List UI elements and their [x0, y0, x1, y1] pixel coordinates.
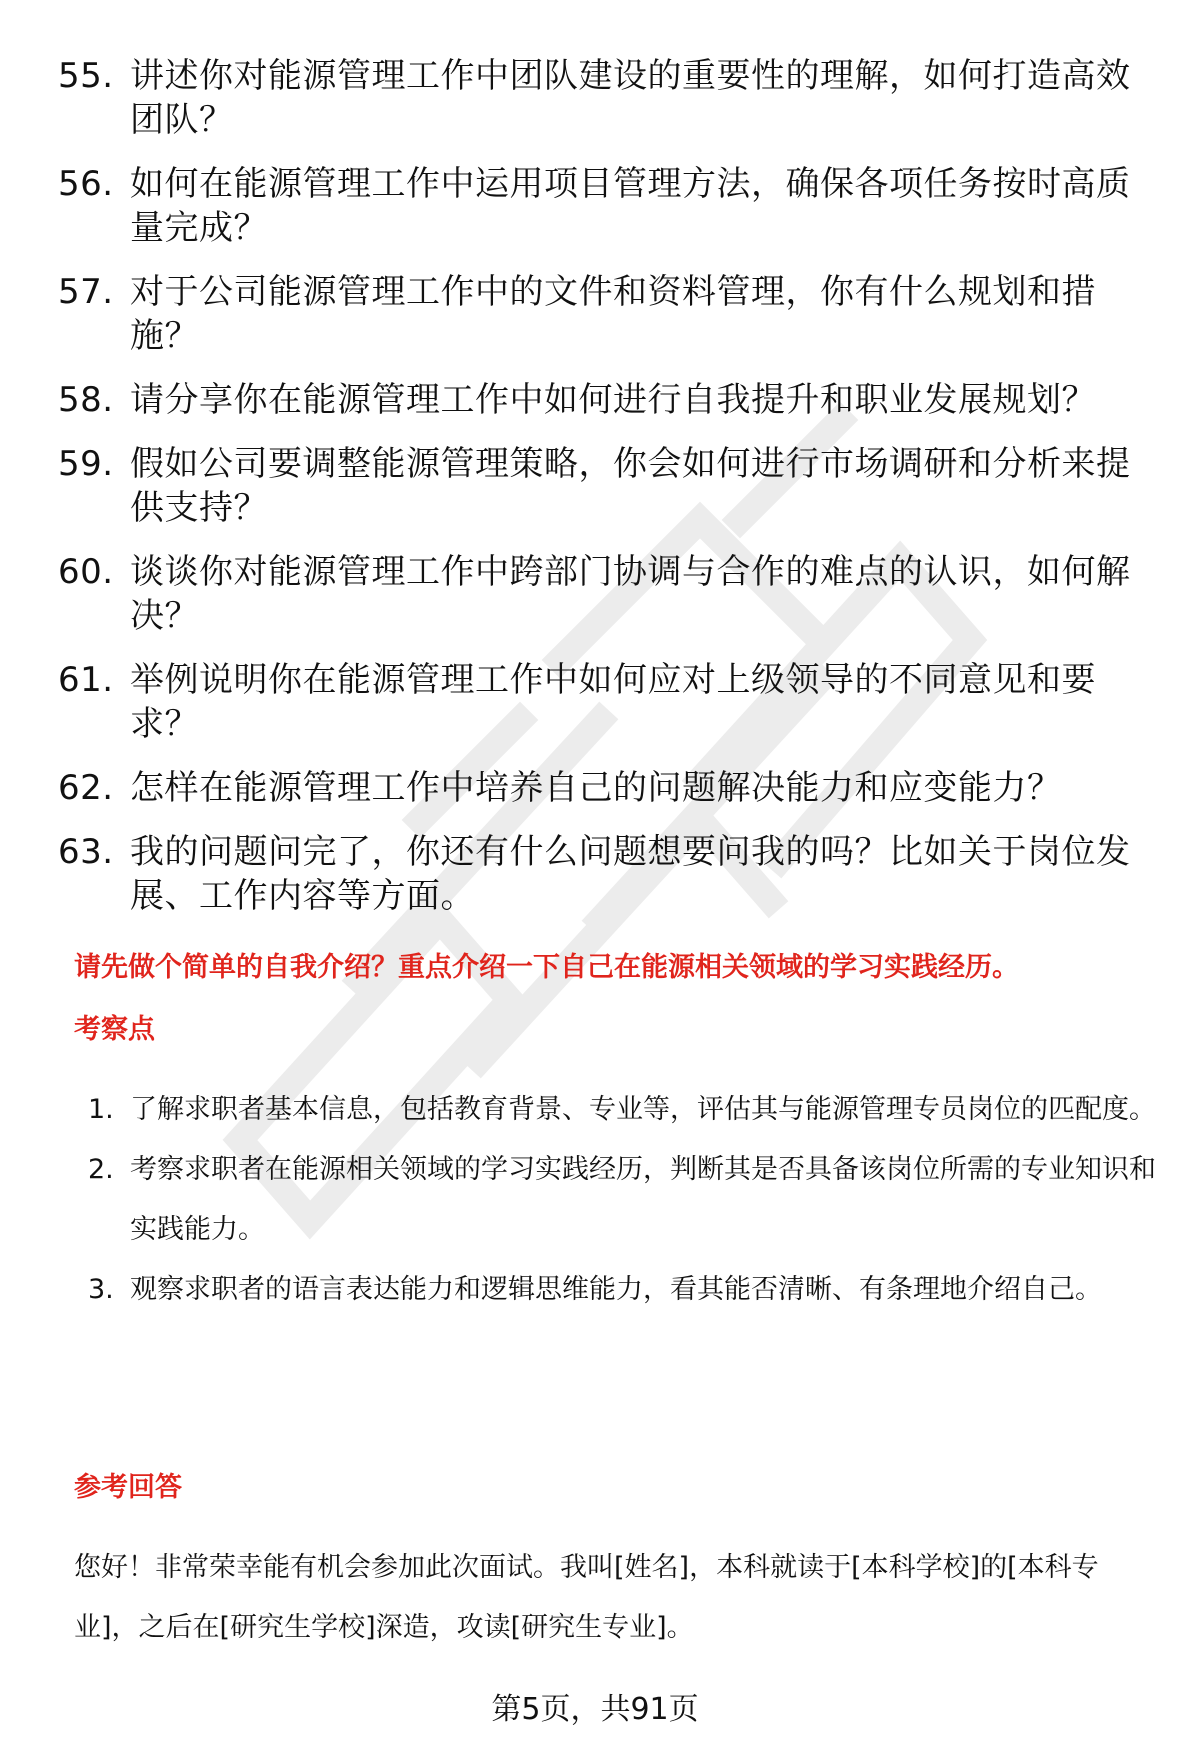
question-item	[58, 270, 1148, 358]
question-text: 如何在能源管理工作中运用项目管理方法，确保各项任务按时高质量完成？	[130, 164, 1131, 248]
question-list	[58, 54, 1148, 938]
examination-points	[88, 1080, 1158, 1320]
featured-question: 请先做个简单的自我介绍？重点介绍一下自己在能源相关领域的学习实践经历。	[74, 952, 1019, 983]
question-number: 57.	[58, 272, 114, 312]
question-text: 假如公司要调整能源管理策略，你会如何进行市场调研和分析来提供支持？	[130, 444, 1131, 528]
question-item	[58, 830, 1148, 918]
question-item	[58, 54, 1148, 142]
question-text: 举例说明你在能源管理工作中如何应对上级领导的不同意见和要求？	[130, 660, 1096, 744]
question-text: 请分享你在能源管理工作中如何进行自我提升和职业发展规划？	[130, 380, 1096, 420]
question-number: 58.	[58, 380, 114, 420]
question-number: 62.	[58, 768, 114, 808]
question-number: 56.	[58, 164, 114, 204]
question-number: 61.	[58, 660, 114, 700]
question-item	[58, 658, 1148, 746]
question-text: 谈谈你对能源管理工作中跨部门协调与合作的难点的认识，如何解决？	[130, 552, 1131, 636]
reference-heading: 参考回答	[74, 1472, 182, 1503]
question-number: 63.	[58, 832, 114, 872]
examination-heading: 考察点	[74, 1014, 155, 1045]
point-number: 2.	[88, 1154, 114, 1185]
question-item	[58, 378, 1148, 422]
question-number: 59.	[58, 444, 114, 484]
question-number: 60.	[58, 552, 114, 592]
page-footer: 第5页，共91页	[491, 1692, 699, 1727]
point-number: 3.	[88, 1274, 114, 1305]
examination-point	[88, 1260, 1158, 1320]
question-text: 讲述你对能源管理工作中团队建设的重要性的理解，如何打造高效团队？	[130, 56, 1131, 140]
examination-point	[88, 1140, 1158, 1260]
point-text: 了解求职者基本信息，包括教育背景、专业等，评估其与能源管理专员岗位的匹配度。	[130, 1094, 1156, 1125]
question-text: 我的问题问完了，你还有什么问题想要问我的吗？比如关于岗位发展、工作内容等方面。	[130, 832, 1131, 916]
question-text: 怎样在能源管理工作中培养自己的问题解决能力和应变能力？	[130, 768, 1062, 808]
question-item	[58, 550, 1148, 638]
question-item	[58, 162, 1148, 250]
point-text: 考察求职者在能源相关领域的学习实践经历，判断其是否具备该岗位所需的专业知识和实践能力。	[130, 1154, 1156, 1245]
point-number: 1.	[88, 1094, 114, 1125]
question-text: 对于公司能源管理工作中的文件和资料管理，你有什么规划和措施？	[130, 272, 1096, 356]
question-number: 55.	[58, 56, 114, 96]
examination-point	[88, 1080, 1158, 1140]
question-item	[58, 766, 1148, 810]
question-item	[58, 442, 1148, 530]
reference-answer: 您好！非常荣幸能有机会参加此次面试。我叫[姓名]，本科就读于[本科学校]的[本科专业]，之后在[研究生学校]深造，攻读[研究生专业]。	[74, 1552, 1099, 1643]
point-text: 观察求职者的语言表达能力和逻辑思维能力，看其能否清晰、有条理地介绍自己。	[130, 1274, 1102, 1305]
